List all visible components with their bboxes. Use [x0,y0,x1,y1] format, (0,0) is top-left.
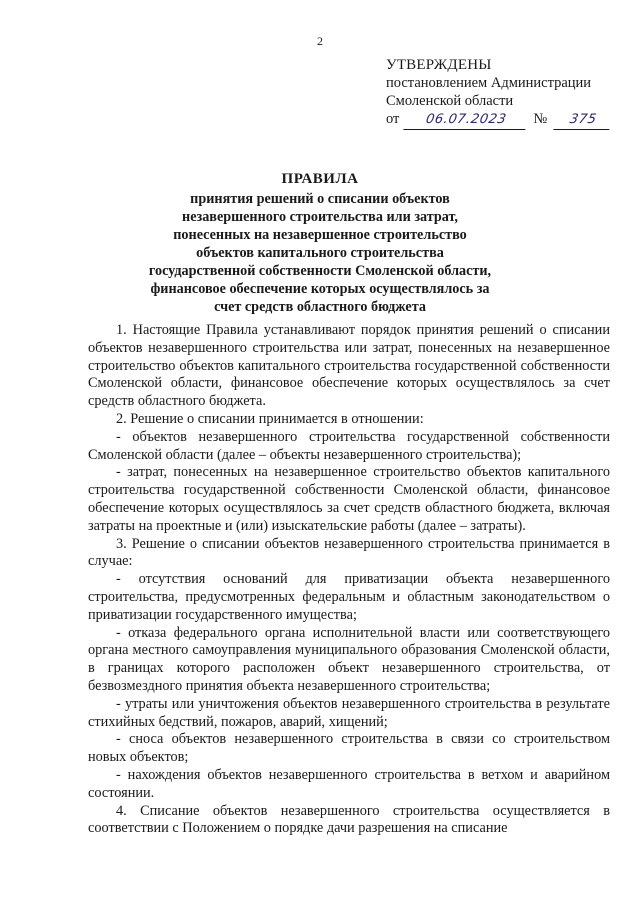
paragraph-2-item-2: - затрат, понесенных на незавершенное строительство объектов капитального строительства государственной собственности Смоленской области, финансовое обеспечение которых осуществлялось за счет средств областного бюджета, включая затраты на проектные и (или) изыскательские работы (далее – затраты). [88,464,610,534]
approval-line-2: Смоленской области [386,93,514,109]
subtitle-line: понесенных на незавершенное строительство [173,227,467,243]
paragraph-3-item-3: - утраты или уничтожения объектов незавершенного строительства в результате стихийных бедствий, пожаров, аварий, хищений; [88,695,610,730]
subtitle-line: государственной собственности Смоленской области, [148,263,492,279]
paragraph-2-item-1: - объектов незавершенного строительства государственной собственности Смоленской области (далее – объекты незавершенного строительства); [88,428,610,463]
handwritten-date: 06.07.2023 [404,111,529,130]
paragraph-2: 2. Решение о списании принимается в отношении: [116,410,424,427]
subtitle-line: незавершенного строительства или затрат, [182,209,458,225]
date-prefix: от [386,111,400,127]
paragraph-3-item-4: - сноса объектов незавершенного строительства в связи со строительством новых объектов; [88,731,610,766]
subtitle-line: объектов капитального строительства [196,245,444,261]
subtitle-line: счет средств областного бюджета [214,299,426,315]
number-label: № [533,111,548,127]
handwritten-number: 375 [554,111,613,130]
approval-line-1: постановлением Администрации [386,75,592,91]
document-body [88,322,610,838]
paragraph-3-item-1: - отсутствия оснований для приватизации объекта незавершенного строительства, предусмотренных федеральным и областным законодательством о приватизации государственного имущества; [88,571,610,623]
subtitle-line: принятия решений о списании объектов [190,191,450,207]
document-title: ПРАВИЛА [281,171,359,187]
subtitle-line: финансовое обеспечение которых осуществлялось за [150,281,490,297]
approval-stamp [386,56,611,130]
page-number: 2 [317,34,323,48]
paragraph-3-item-2: - отказа федерального органа исполнительной власти или соответствующего органа местного самоуправления муниципального образования Смоленской области, в границах которого расположен объект незавершенного строительства, от безвозмездного принятия объекта незавершенного строительства; [88,624,610,694]
document-heading [0,170,640,316]
paragraph-3: 3. Решение о списании объектов незавершенного строительства принимается в случае: [88,535,610,570]
paragraph-1: 1. Настоящие Правила устанавливают порядок принятия решений о списании объектов незавершенного строительства или затрат, понесенных на незавершенное строительство объектов капитального строительства государственной собственности Смоленской области, финансовое обеспечение которых осуществлялось за счет средств областного бюджета. [88,322,610,410]
approval-title: УТВЕРЖДЕНЫ [386,57,492,73]
paragraph-3-item-5: - нахождения объектов незавершенного строительства в ветхом и аварийном состоянии. [88,766,610,801]
paragraph-4: 4. Списание объектов незавершенного строительства осуществляется в соответствии с Положением о порядке дачи разрешения на списание [88,802,610,837]
approval-date-row [386,110,611,130]
